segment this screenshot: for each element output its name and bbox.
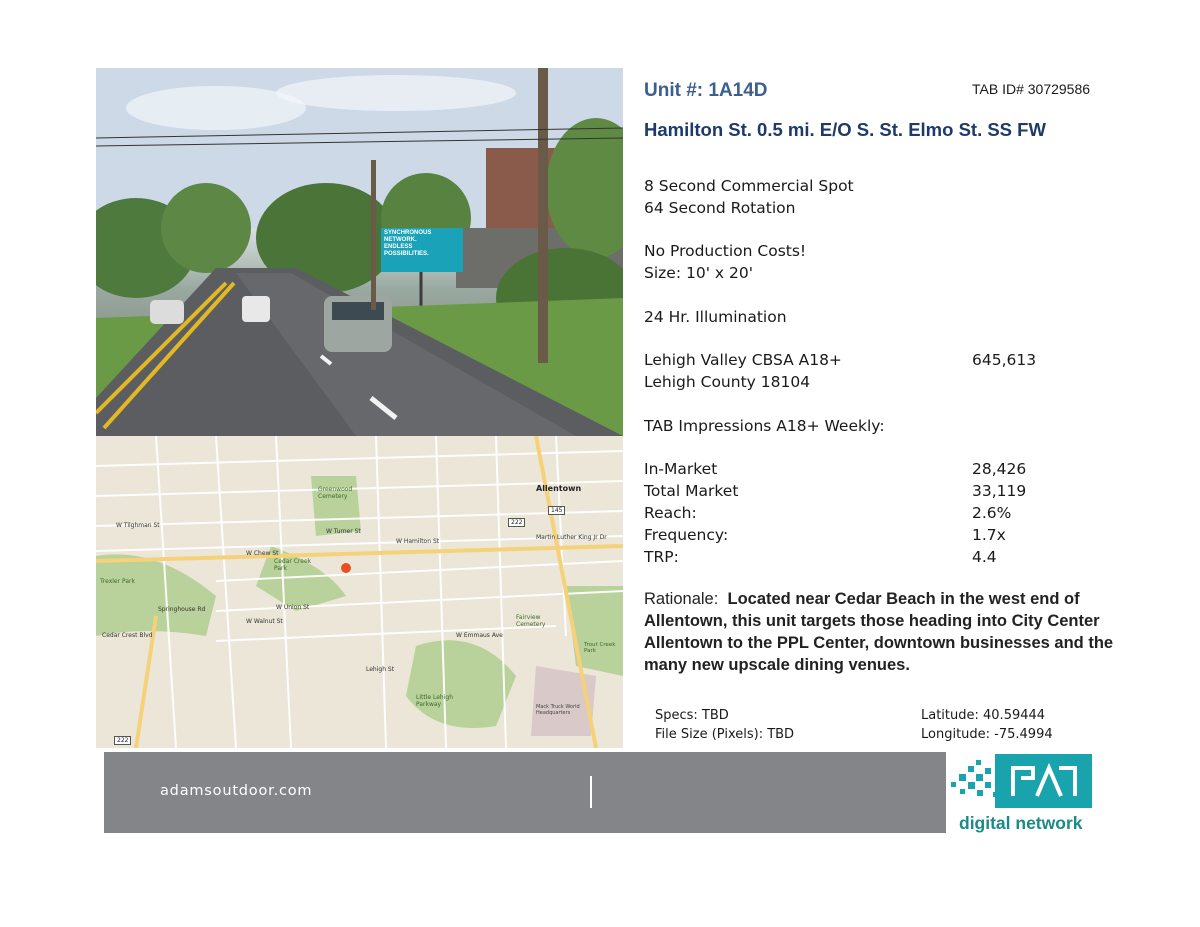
map-label: Lehigh St (366, 666, 395, 673)
billboard-line: POSSIBILITIES. (384, 251, 429, 257)
logo-text: digital network (959, 813, 1083, 833)
production-costs: No Production Costs! (644, 242, 807, 260)
footer-divider (590, 776, 592, 808)
rationale-text: Located near Cedar Beach in the west end of Allentown, this unit targets those heading into City Center Allentown to the PPL Center, downtown businesses and the many new upscale dining venues. (644, 590, 1114, 674)
stat-value: 33,119 (972, 482, 1027, 500)
map-label: Allentown (536, 484, 582, 493)
map-label: Greenwood Cemetery (318, 486, 353, 500)
street-scene-image (96, 68, 623, 436)
impressions-heading: TAB Impressions A18+ Weekly: (644, 417, 885, 435)
billboard-ad-text (384, 230, 462, 258)
stat-value: 1.7x (972, 526, 1006, 544)
illumination: 24 Hr. Illumination (644, 308, 787, 326)
map-label: Cedar Crest Blvd (102, 632, 153, 639)
longitude: Longitude: -75.4994 (921, 727, 1053, 742)
map-label: Cedar Creek Park (274, 558, 312, 572)
map-label: W Chew St (246, 550, 279, 557)
rationale (644, 588, 1124, 676)
map-label: Martin Luther King Jr Dr (536, 534, 607, 541)
county: Lehigh County 18104 (644, 373, 811, 391)
billboard-line: NETWORK. (384, 237, 417, 243)
route-badge: 222 (508, 518, 525, 527)
billboard-line: SYNCHRONOUS (384, 230, 432, 236)
footer-bar (104, 752, 946, 833)
board-size: Size: 10' x 20' (644, 264, 753, 282)
route-badge: 145 (548, 506, 565, 515)
stat-value: 28,426 (972, 460, 1027, 478)
rationale-label: Rationale: (644, 590, 719, 608)
map-label: W Turner St (326, 528, 361, 535)
rotation: 64 Second Rotation (644, 199, 796, 217)
cbsa-label: Lehigh Valley CBSA A18+ (644, 351, 842, 369)
stat-value: 2.6% (972, 504, 1012, 522)
map-label: W Tilghman St (116, 522, 160, 529)
street-map-image (96, 436, 623, 748)
unit-number: Unit #: 1A14D (644, 80, 768, 101)
map-label: Fairview Cemetery (516, 614, 546, 628)
specs: Specs: TBD (655, 708, 729, 723)
map-label: Little Lehigh Parkway (416, 694, 453, 708)
logo-mark-icon (949, 752, 1099, 812)
map-label: Springhouse Rd (158, 606, 206, 613)
stat-label: Frequency: (644, 526, 729, 544)
billboard-line: ENDLESS (384, 244, 413, 250)
latitude: Latitude: 40.59444 (921, 708, 1046, 723)
map-label: W Emmaus Ave (456, 632, 503, 639)
map-label: Trexler Park (100, 578, 135, 585)
location-map (96, 436, 623, 748)
cbsa-value: 645,613 (972, 351, 1037, 369)
stat-value: 4.4 (972, 548, 997, 566)
tab-id: TAB ID# 30729586 (972, 81, 1091, 97)
commercial-spot: 8 Second Commercial Spot (644, 177, 854, 195)
file-size: File Size (Pixels): TBD (655, 727, 795, 742)
location-title: Hamilton St. 0.5 mi. E/O S. St. Elmo St. SS FW (644, 119, 1046, 140)
stat-label: Reach: (644, 504, 697, 522)
map-label: W Walnut St (246, 618, 283, 625)
stat-label: In-Market (644, 460, 718, 478)
map-label: Trout Creek Park (584, 642, 616, 654)
map-label: W Union St (276, 604, 310, 611)
map-label: Mack Truck World Headquarters (536, 704, 580, 716)
location-photo (96, 68, 623, 436)
map-label: W Hamilton St (396, 538, 440, 545)
stat-label: Total Market (644, 482, 739, 500)
website-link[interactable]: adamsoutdoor.com (160, 783, 313, 799)
route-badge: 222 (114, 736, 131, 745)
stat-label: TRP: (644, 548, 679, 566)
